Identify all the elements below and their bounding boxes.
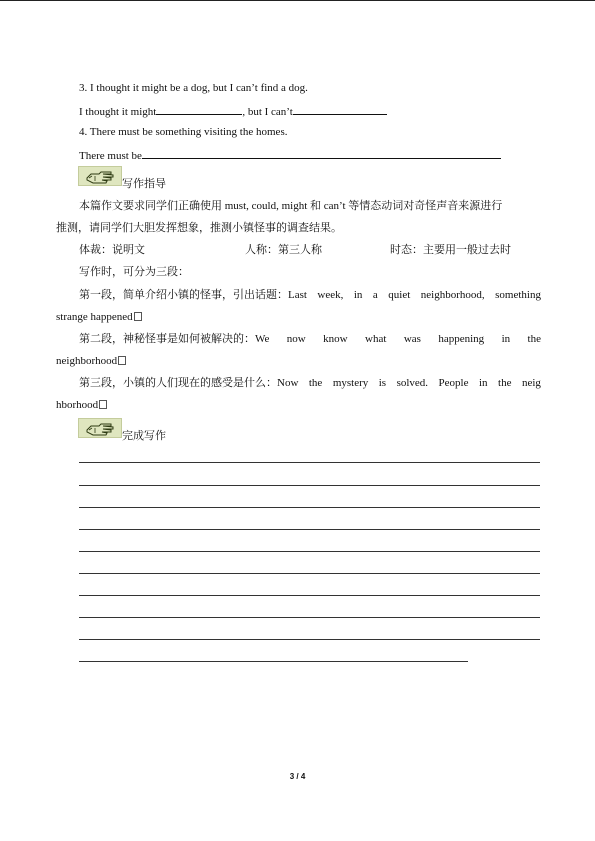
para3-word: 第三段，小镇的人们现在的感受是什么：Now [79, 377, 299, 389]
para3-word: the [498, 377, 512, 389]
para2-word: in [501, 333, 511, 345]
answer-blank-3[interactable] [142, 147, 501, 159]
para2-word: happening [438, 333, 485, 345]
q3-rewrite-part1: I thought it might [79, 106, 157, 118]
writing-line[interactable] [79, 639, 540, 640]
para3-word: is [378, 377, 387, 389]
pointing-hand-icon [78, 166, 122, 186]
genre-label: 体裁：说明文 [79, 244, 145, 256]
q4-rewrite-prefix: There must be [79, 150, 142, 162]
para2-word: the [527, 333, 541, 345]
para2-word: 第二段，神秘怪事是如何被解决的：We [79, 333, 270, 345]
para1-line1 [79, 288, 541, 302]
finish-heading: 完成写作 [122, 430, 166, 442]
para2-word: was [403, 333, 421, 345]
answer-blank-2[interactable] [293, 103, 387, 115]
three-parts-intro: 写作时，可分为三段： [79, 266, 189, 278]
para2-word: what [365, 333, 387, 345]
guide-para1-line1: 本篇作文要求同学们正确使用 must, could, might 和 can’t 等情态动词对奇怪声音来源进行 [79, 200, 503, 212]
para3-word: the [308, 377, 323, 389]
tense-label: 时态：主要用一般过去时 [390, 244, 511, 256]
q3-rewrite-part2: , but I can’t [242, 106, 293, 118]
para1-line2 [56, 310, 142, 324]
q3-rewrite [79, 103, 387, 119]
para2-word: know [323, 333, 348, 345]
writing-line[interactable] [79, 661, 468, 662]
missing-glyph-box [118, 356, 126, 365]
writing-line[interactable] [79, 551, 540, 552]
q4-rewrite [79, 147, 501, 163]
para3-word: in [478, 377, 488, 389]
writing-line[interactable] [79, 462, 540, 463]
para3-line1 [79, 376, 541, 390]
person-label: 人称：第三人称 [245, 244, 322, 256]
q4-sentence: 4. There must be something visiting the homes. [79, 126, 288, 138]
top-border [0, 0, 595, 1]
para3-line2 [56, 398, 107, 412]
writing-line[interactable] [79, 529, 540, 530]
para3-word: mystery [332, 377, 369, 389]
para1-word: neighborhood, [420, 289, 485, 301]
para1-word: week, [317, 289, 344, 301]
page-number: 3 / 4 [289, 772, 306, 781]
para1-line2-text: strange happened [56, 311, 133, 323]
para2-word: now [286, 333, 306, 345]
writing-line[interactable] [79, 485, 540, 486]
para1-word: a [372, 289, 378, 301]
para1-word: something [495, 289, 541, 301]
writing-line[interactable] [79, 595, 540, 596]
para1-word: quiet [388, 289, 411, 301]
q3-sentence: 3. I thought it might be a dog, but I can’t find a dog. [79, 82, 308, 94]
para3-word: People [438, 377, 469, 389]
para3-word: solved. [396, 377, 429, 389]
para2-line2-text: neighborhood [56, 355, 118, 367]
guide-heading: 写作指导 [122, 178, 166, 190]
para3-word: neig [521, 377, 541, 389]
para1-word: in [353, 289, 363, 301]
guide-para1-line2: 推测，请同学们大胆发挥想象，推测小镇怪事的调查结果。 [56, 222, 342, 234]
para2-line1 [79, 332, 541, 346]
writing-line[interactable] [79, 507, 540, 508]
pointing-hand-icon [78, 418, 122, 438]
missing-glyph-box [134, 312, 142, 321]
writing-line[interactable] [79, 573, 540, 574]
writing-line[interactable] [79, 617, 540, 618]
answer-blank-1[interactable] [156, 103, 242, 115]
para2-line2 [56, 354, 126, 368]
para3-line2-text: hborhood [56, 399, 99, 411]
para1-word: 第一段，简单介绍小镇的怪事，引出话题：Last [79, 289, 307, 301]
missing-glyph-box [99, 400, 107, 409]
